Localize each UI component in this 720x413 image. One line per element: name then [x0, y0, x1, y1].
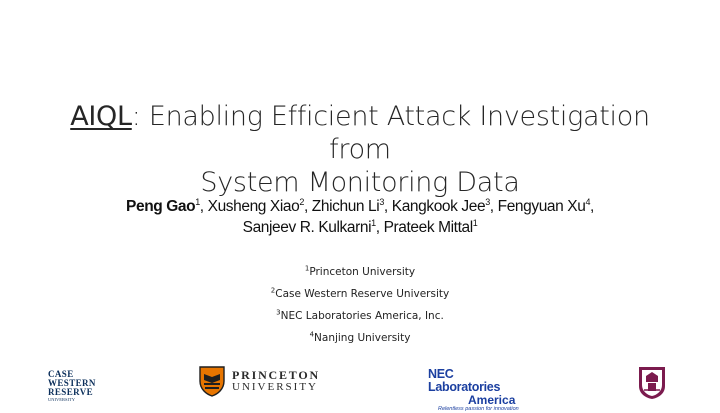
slide-title [40, 100, 680, 199]
affiliation-sup: 1 [304, 264, 310, 273]
author-name: Sanjeev R. Kulkarni [242, 219, 372, 236]
affiliation-sup: 3 [276, 308, 281, 317]
author-list [40, 196, 680, 238]
title-rest: : Enabling Efficient Attack Investigation from [131, 101, 650, 165]
cwru-logo-line: CASE [48, 369, 74, 379]
author-sep: , [199, 198, 208, 215]
cwru-logo-line: WESTERN [48, 378, 96, 388]
title-line2: System Monitoring Data [200, 167, 520, 198]
author-name: Prateek Mittal [383, 219, 473, 236]
affiliation-item [80, 261, 640, 283]
author-name: Fengyuan Xu [497, 198, 586, 215]
author-name: Peng Gao [126, 198, 196, 215]
nanjing-logo [638, 366, 666, 400]
nec-logo-tagline: Relentless passion for innovation [438, 406, 519, 412]
author-sup: 3 [379, 196, 384, 207]
author-sup: 3 [485, 196, 490, 207]
affiliation-name: Case Western Reserve University [275, 288, 450, 300]
author-sup: 1 [472, 217, 478, 228]
title-accent: AIQL [70, 101, 132, 132]
affiliation-list [80, 261, 640, 349]
logo-row [0, 360, 720, 412]
author-name: Xusheng Xiao [207, 198, 300, 215]
nanjing-seal-icon [638, 366, 666, 400]
author-sup: 1 [195, 196, 200, 207]
author-sep: , [303, 198, 312, 215]
author-sep: , [383, 198, 392, 215]
nec-logo-line: NEC Laboratories [428, 367, 501, 394]
nec-logo [428, 367, 528, 412]
affiliation-sup: 2 [270, 286, 276, 295]
princeton-logo [198, 365, 322, 397]
affiliation-name: Nanjing University [314, 332, 411, 344]
nec-logo-line: America [468, 393, 516, 407]
affiliation-item [80, 327, 640, 349]
author-sep: , [375, 219, 384, 236]
author-sep: , [489, 198, 498, 215]
affiliation-sup: 4 [309, 330, 315, 339]
author-sep: , [590, 198, 594, 215]
affiliation-item [80, 305, 640, 327]
princeton-logo-line: UNIVERSITY [232, 381, 318, 393]
cwru-logo [48, 369, 96, 402]
affiliation-name: NEC Laboratories America, Inc. [280, 310, 444, 322]
princeton-shield-icon [198, 365, 226, 397]
cwru-logo-line: UNIVERSITY [48, 397, 75, 402]
author-name: Zhichun Li [311, 198, 380, 215]
princeton-logo-line: PRINCETON [232, 368, 320, 382]
author-sup: 2 [299, 196, 304, 207]
author-name: Kangkook Jee [391, 198, 486, 215]
author-sup: 1 [371, 217, 376, 228]
affiliation-name: Princeton University [309, 266, 416, 278]
affiliation-item [80, 283, 640, 305]
author-sup: 4 [585, 196, 591, 207]
cwru-logo-line: RESERVE [48, 387, 93, 397]
